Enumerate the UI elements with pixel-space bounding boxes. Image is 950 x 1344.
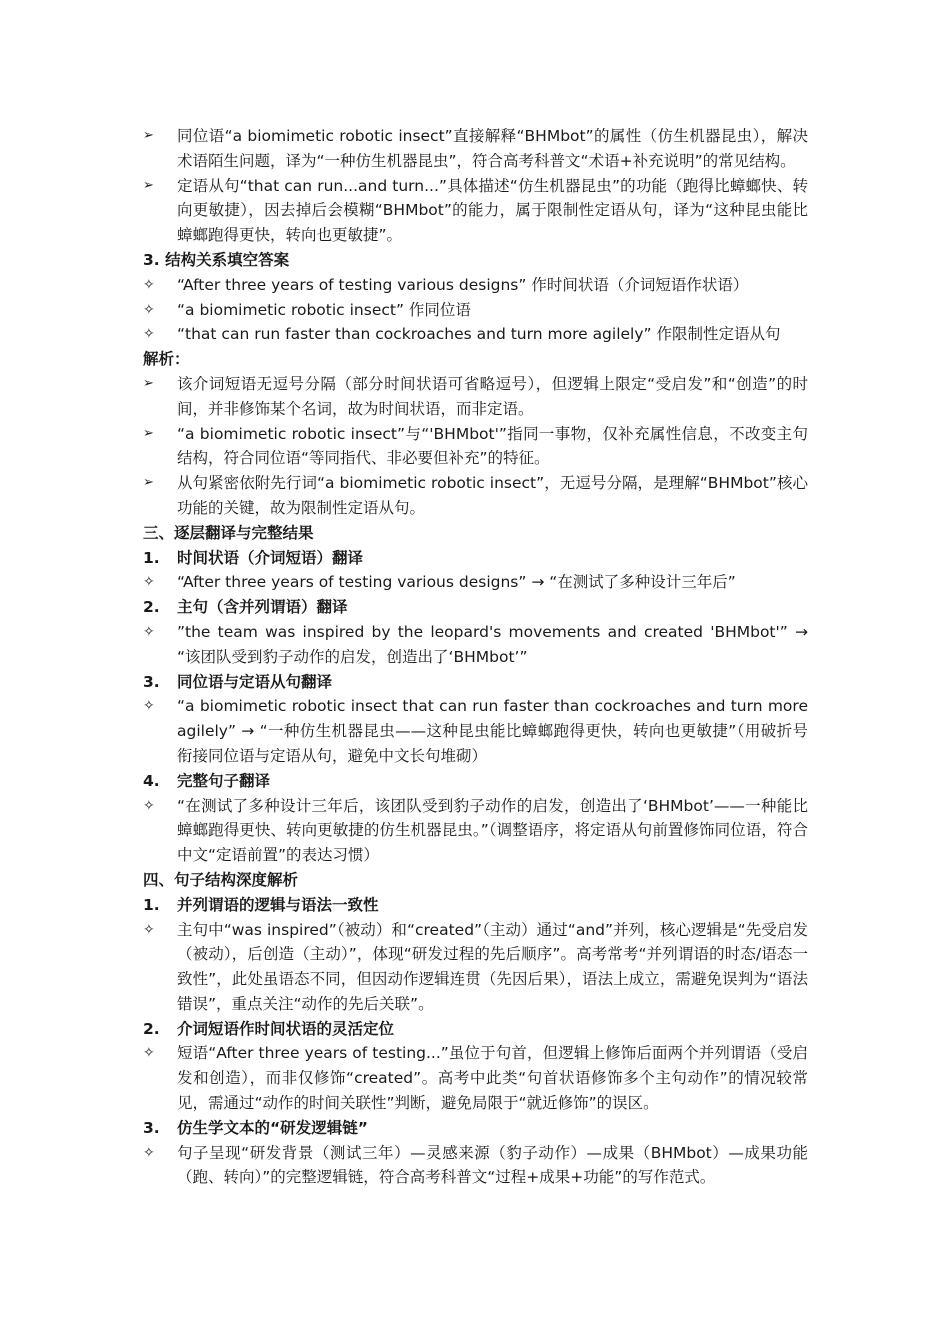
- arrow-bullet-icon: ➢: [143, 375, 154, 391]
- item-text: 短语“After three years of testing...”虽位于句首，但逻辑上修饰后面两个并列谓语（受启发和创造），而非仅修饰“created”。高考中此类“句首状语修饰多个主句动作”的情况较常见，需通过“动作的时间关联性”判断，避免局限于“就近修饰”的误区。: [177, 1044, 808, 1113]
- section-heading: 解析：: [143, 350, 190, 369]
- section-heading: 四、句子结构深度解析: [143, 870, 299, 889]
- numbered-heading: [143, 670, 808, 695]
- item-text: 该介词短语无逗号分隔（部分时间状语可省略逗号），但逻辑上限定“受启发”和“创造”的时间，并非修饰某个名词，故为时间状语，而非定语。: [177, 374, 808, 418]
- item-text: “that can run faster than cockroaches and turn more agilely” 作限制性定语从句: [177, 325, 781, 344]
- item-text: 同位语与定语从句翻译: [177, 672, 333, 691]
- list-number: 2.: [143, 598, 160, 617]
- item-text: 完整句子翻译: [177, 771, 271, 790]
- item-text: “a biomimetic robotic insect” 作同位语: [177, 300, 471, 319]
- arrow-bullet-item: [143, 422, 808, 472]
- item-text: 介词短语作时间状语的灵活定位: [177, 1019, 395, 1038]
- numbered-heading: [143, 595, 808, 620]
- numbered-heading: [143, 1116, 808, 1141]
- diamond-bullet-item: [143, 298, 808, 323]
- arrow-bullet-icon: ➢: [143, 128, 154, 143]
- document-content: [143, 124, 808, 1190]
- item-text: 主句中“was inspired”（被动）和“created”（主动）通过“and”并列，核心逻辑是“先受启发（被动），后创造（主动）”，体现“研发过程的先后顺序”。高考常考“并列谓语的时态/语态一致性”，此处虽语态不同，但因动作逻辑连贯（先因后果），语法上成立，需避免误判为“语法错误”，重点关注“动作的先后关联”。: [177, 920, 808, 1013]
- arrow-bullet-icon: ➢: [143, 177, 154, 193]
- item-text: 同位语“a biomimetic robotic insect”直接解释“BHMbot”的属性（仿生机器昆虫），解决术语陌生问题，译为“一种仿生机器昆虫”，符合高考科普文“术语+补充说明”的常见结构。: [177, 127, 808, 170]
- numbered-heading: [143, 1017, 808, 1042]
- diamond-bullet-icon: ✧: [143, 623, 155, 640]
- diamond-bullet-item: [143, 620, 808, 670]
- diamond-bullet-icon: ✧: [143, 921, 155, 938]
- list-number: 2.: [143, 1019, 160, 1038]
- arrow-bullet-item: [143, 372, 808, 422]
- diamond-bullet-icon: ✧: [143, 276, 155, 293]
- diamond-bullet-item: [143, 322, 808, 347]
- diamond-bullet-icon: ✧: [143, 797, 155, 814]
- diamond-bullet-item: [143, 273, 808, 298]
- item-text: 从句紧密依附先行词“a biomimetic robotic insect”，无逗号分隔，是理解“BHMbot”核心功能的关键，故为限制性定语从句。: [177, 474, 808, 517]
- section-heading: 三、逐层翻译与完整结果: [143, 523, 314, 542]
- arrow-bullet-item: [143, 174, 808, 248]
- item-text: ”the team was inspired by the leopard's movements and created 'BHMbot'” → “该团队受到豹子动作的启发，创造出了‘BHMbot’”: [177, 622, 808, 666]
- item-text: 仿生学文本的“研发逻辑链”: [177, 1118, 368, 1137]
- numbered-heading: [143, 893, 808, 918]
- item-text: “After three years of testing various designs” → “在测试了多种设计三年后”: [177, 573, 736, 592]
- list-number: 3.: [143, 1118, 160, 1137]
- diamond-bullet-icon: ✧: [143, 698, 155, 715]
- numbered-heading: [143, 546, 808, 571]
- arrow-bullet-item: [143, 471, 808, 521]
- item-text: 定语从句“that can run...and turn...”具体描述“仿生机器昆虫”的功能（跑得比蟑螂快、转向更敏捷），因去掉后会模糊“BHMbot”的能力，属于限制性定语从句，译为“这种昆虫能比蟑螂跑得更快，转向也更敏捷”。: [177, 176, 808, 245]
- arrow-bullet-item: [143, 124, 808, 174]
- item-text: 句子呈现“研发背景（测试三年）—灵感来源（豹子动作）—成果（BHMbot）—成果功能（跑、转向）”的完整逻辑链，符合高考科普文“过程+成果+功能”的写作范式。: [177, 1143, 808, 1187]
- diamond-bullet-icon: ✧: [143, 1144, 155, 1161]
- item-text: 时间状语（介词短语）翻译: [177, 548, 364, 567]
- diamond-bullet-icon: ✧: [143, 574, 155, 591]
- arrow-bullet-icon: ➢: [143, 475, 154, 491]
- diamond-bullet-icon: ✧: [143, 326, 155, 343]
- diamond-bullet-icon: ✧: [143, 301, 155, 318]
- list-number: 3.: [143, 672, 160, 691]
- arrow-bullet-icon: ➢: [143, 425, 154, 441]
- diamond-bullet-item: [143, 794, 808, 868]
- numbered-heading: [143, 769, 808, 794]
- diamond-bullet-icon: ✧: [143, 1045, 155, 1062]
- diamond-bullet-item: [143, 1041, 808, 1115]
- diamond-bullet-item: [143, 1141, 808, 1191]
- diamond-bullet-item: [143, 694, 808, 768]
- list-number: 1.: [143, 548, 160, 567]
- list-number: 1.: [143, 895, 160, 914]
- section-heading: 3. 结构关系填空答案: [143, 250, 290, 269]
- item-text: 主句（含并列谓语）翻译: [177, 598, 348, 617]
- item-text: “After three years of testing various designs” 作时间状语（介词短语作状语）: [177, 275, 749, 294]
- item-text: 并列谓语的逻辑与语法一致性: [177, 895, 379, 914]
- diamond-bullet-item: [143, 570, 808, 595]
- list-number: 4.: [143, 771, 160, 790]
- item-text: “a biomimetic robotic insect”与“'BHMbot'”指同一事物，仅补充属性信息，不改变主句结构，符合同位语“等同指代、非必要但补充”的特征。: [177, 424, 808, 468]
- item-text: “在测试了多种设计三年后，该团队受到豹子动作的启发，创造出了‘BHMbot’——一种能比蟑螂跑得更快、转向更敏捷的仿生机器昆虫。”（调整语序，将定语从句前置修饰同位语，符合中文“定语前置”的表达习惯）: [177, 796, 808, 865]
- diamond-bullet-item: [143, 918, 808, 1017]
- item-text: “a biomimetic robotic insect that can run faster than cockroaches and turn more agilely” → “一种仿生机器昆虫——这种昆虫能比蟑螂跑得更快，转向也更敏捷”（用破折号衔接同位语与定语从句，避免中文长句堆砌）: [177, 697, 808, 765]
